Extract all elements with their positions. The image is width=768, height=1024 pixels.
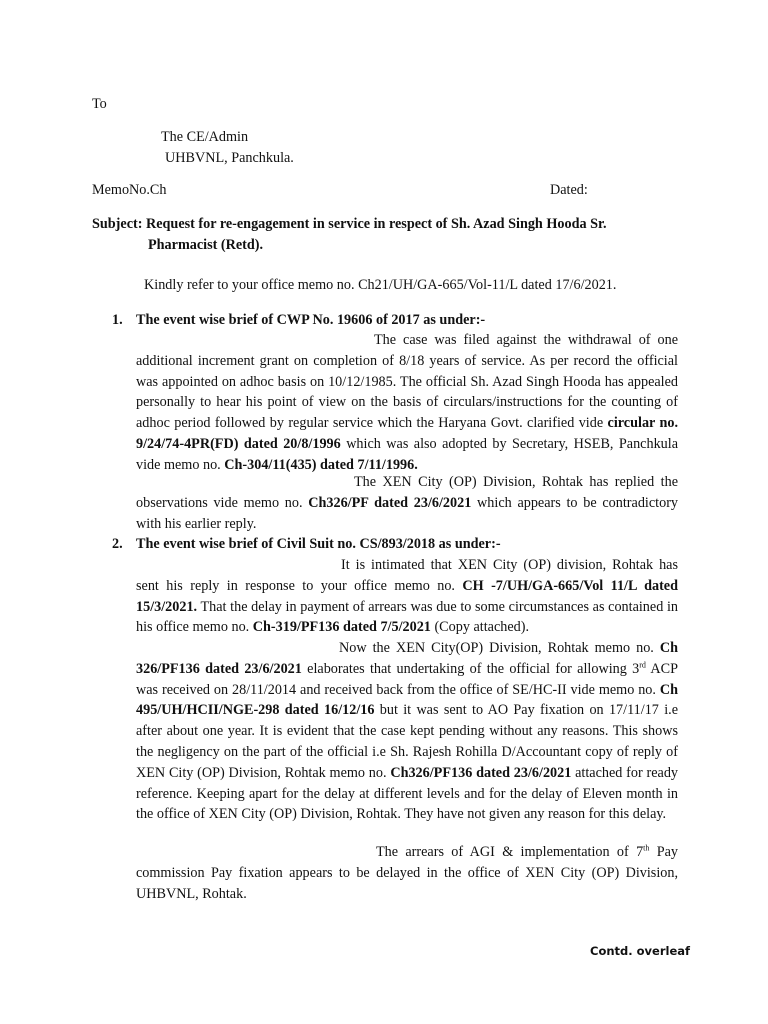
section-1-heading [112,310,672,331]
addressee-line-1: The CE/Admin [161,129,249,145]
s2p1-text-a: It is intimated that XEN City (OP) division, Rohtak has sent his reply in response to your office memo no. [136,557,678,594]
section-1-number: 1. [112,312,123,328]
s2p1-text-c: That the delay in payment of arrears was due to some circumstances as contained in his office memo no. [136,598,678,636]
s2p2-superscript: rd [639,660,646,670]
s2p3-text-a: The arrears of AGI & implementation of 7 [376,844,644,860]
section-1-paragraph-2 [136,472,678,534]
s2p2-text-d: ACP was received on 28/11/2014 and received back from the office of SE/HC-II vide memo no. [136,660,679,698]
s2p2-memo-ref-2: Ch 495/UH/HCII/NGE-298 dated 16/12/16 [136,681,678,719]
s1p2-text-a: The XEN City (OP) Division, Rohtak has replied the observations vide memo no. [136,474,678,511]
s2p1-text-e: (Copy attached). [434,619,529,636]
s1p2-text-c: which appears to be contradictory with his earlier reply. [136,494,679,532]
s1p1-text-c: which was also adopted by Secretary, HSEB, Panchkula vide memo no. [136,435,678,473]
dated-label: Dated: [550,182,588,198]
s1p1-circular-ref: circular no. 9/24/74-4PR(FD) dated 20/8/1996 [136,415,679,452]
subject-text-1: Request for re-engagement in service in respect of Sh. Azad Singh Hooda Sr. [146,216,607,232]
s2p2-memo-ref: Ch 326/PF136 dated 23/6/2021 [136,640,679,677]
section-2-paragraph-1 [136,555,678,638]
s1p1-memo-ref: Ch-304/11(435) dated 7/11/1996. [224,456,418,473]
memo-number: MemoNo.Ch [92,182,167,198]
subject-line-2: Pharmacist (Retd). [148,237,264,253]
s2p2-text-c: elaborates that undertaking of the official for allowing 3 [307,660,640,677]
to-label: To [92,96,107,112]
contd-overleaf-note: Contd. overleaf [590,944,691,958]
subject-line-1 [92,214,607,235]
s2p2-text-h: attached for ready reference. Keeping apart for the delay at different levels and for the delay of Eleven month in the office of XEN City (OP) Division, Rohtak. They have not given any reason for this delay. [136,764,679,823]
section-2-heading [112,534,672,555]
subject-label: Subject: [92,216,143,232]
s2p2-text-a: Now the XEN City(OP) Division, Rohtak memo no. [339,640,654,656]
intro-paragraph: Kindly refer to your office memo no. Ch21/UH/GA-665/Vol-11/L dated 17/6/2021. [144,277,617,293]
s2p3-text-b: Pay commission Pay fixation appears to be delayed in the office of XEN City (OP) Division, UHBVNL, Rohtak. [136,844,679,902]
section-1-title: The event wise brief of CWP No. 19606 of 2017 as under:- [136,312,486,328]
s2p2-text-f: but it was sent to AO Pay fixation on 17/11/17 i.e after about one year. It is evident that the case kept pending without any reasons. This shows the negligency on the part of the official i.e Sh. Rajesh Rohilla D/Accountant copy of reply of XEN City (OP) Division, Rohtak memo no. [136,702,678,781]
s2p3-superscript: th [643,843,650,853]
addressee-line-2: UHBVNL, Panchkula. [165,150,294,166]
section-2-title: The event wise brief of Civil Suit no. CS/893/2018 as under:- [136,536,501,552]
s1p2-memo-ref: Ch326/PF dated 23/6/2021 [308,494,472,511]
s2p2-memo-ref-3: Ch326/PF136 dated 23/6/2021 [390,764,572,781]
section-1-paragraph-1 [136,330,678,476]
s2p1-memo-ref-2: Ch-319/PF136 dated 7/5/2021 [252,619,431,636]
section-2-paragraph-2 [136,638,678,825]
section-2-paragraph-3 [136,842,678,904]
s1p1-text-a: The case was filed against the withdrawal of one additional increment grant on completion of 8/18 years of service. As per record the official was appointed on adhoc basis on 10/12/1985. The official Sh. Azad Singh Hooda has appealed personally to hear his point of view on the basis of circulars/instructions for the counting of adhoc period followed by regular service which the Haryana Govt. clarified vide [136,332,678,432]
s2p1-memo-ref: CH -7/UH/GA-665/Vol 11/L dated 15/3/2021. [136,577,678,615]
section-2-number: 2. [112,536,123,552]
